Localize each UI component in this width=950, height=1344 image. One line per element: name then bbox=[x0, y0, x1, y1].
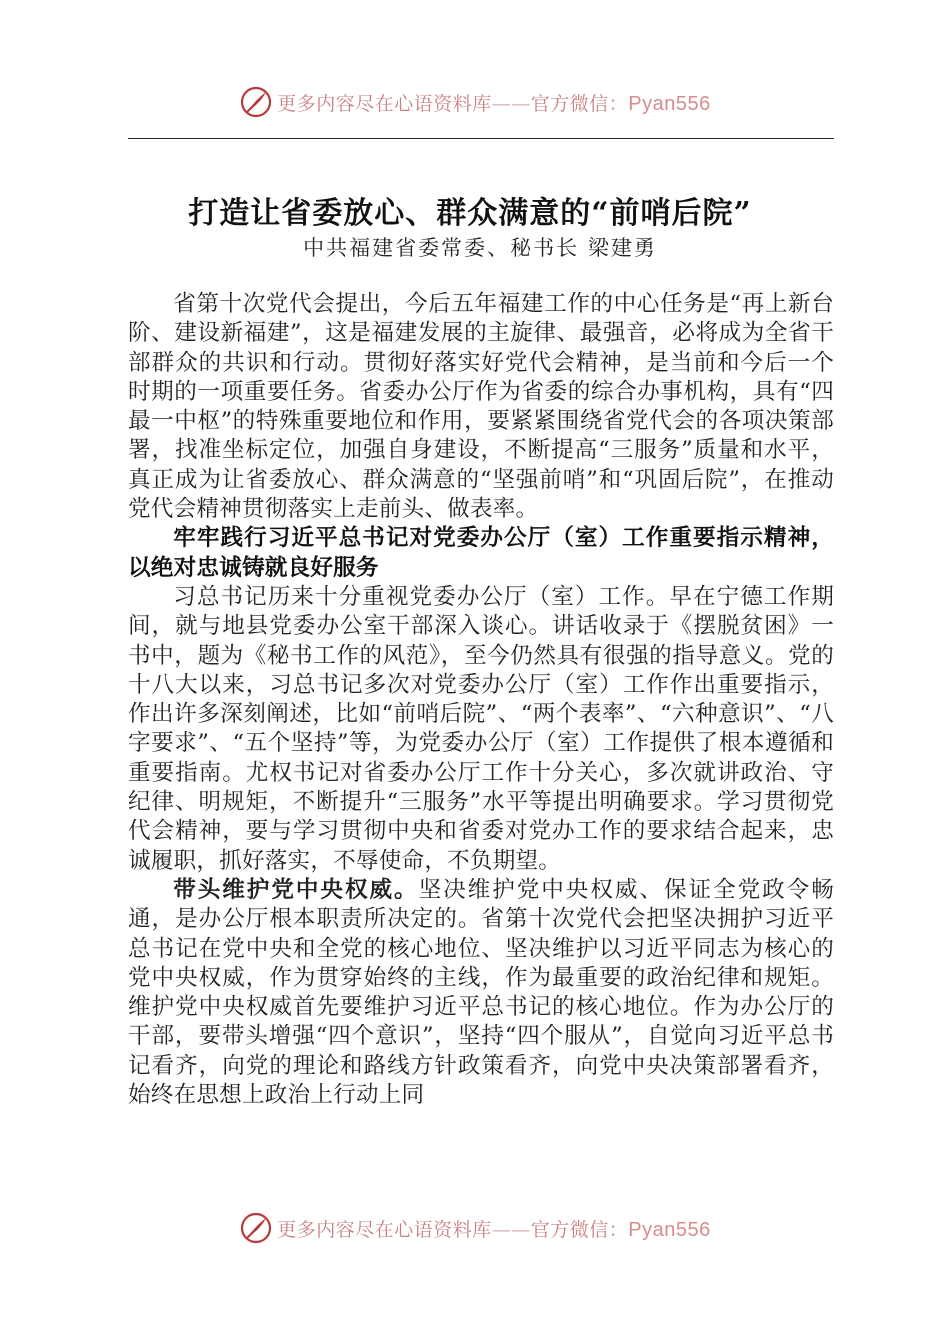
paragraph-3 bbox=[128, 876, 834, 1110]
header-banner-text bbox=[277, 89, 711, 116]
article-title: 打造让省委放心、群众满意的“前哨后院” bbox=[188, 196, 752, 231]
banner-suffix: 官方微信： bbox=[530, 1218, 629, 1241]
footer-banner-text bbox=[277, 1215, 711, 1242]
header-divider bbox=[128, 138, 834, 139]
footer-banner bbox=[0, 1208, 950, 1248]
banner-prefix: 更多内容尽在心语资料库 bbox=[277, 1218, 492, 1241]
banner-dash: —— bbox=[491, 1218, 531, 1241]
article-body bbox=[128, 290, 834, 1110]
footer-banner-inner bbox=[239, 1211, 711, 1245]
feather-pen-logo-icon bbox=[239, 85, 273, 119]
paragraph-3-lead: 带头维护党中央权威。 bbox=[173, 876, 419, 903]
banner-suffix: 官方微信： bbox=[530, 92, 629, 115]
banner-dash: —— bbox=[491, 92, 531, 115]
paragraph-intro: 省第十次党代会提出，今后五年福建工作的中心任务是“再上新台阶、建设新福建”，这是福建发展的主旋律、最强音，必将成为全省干部群众的共识和行动。贯彻好落实好党代会精神，是当前和今后一个时期的一项重要任务。省委办公厅作为省委的综合办事机构，具有“四最一中枢”的特殊重要地位和作用，要紧紧围绕省党代会的各项决策部署，找准坐标定位，加强自身建设，不断提高“三服务”质量和水平，真正成为让省委放心、群众满意的“坚强前哨”和“巩固后院”，在推动党代会精神贯彻落实上走前头、做表率。 bbox=[128, 291, 835, 523]
banner-wechat-id: Pyan556 bbox=[628, 1218, 711, 1241]
header-banner bbox=[0, 82, 950, 122]
feather-pen-logo-icon bbox=[239, 1211, 273, 1245]
paragraph-2: 习总书记历来十分重视党委办公厅（室）工作。早在宁德工作期间，就与地县党委办公室干部深入谈心。讲话收录于《摆脱贫困》一书中，题为《秘书工作的风范》，至今仍然具有很强的指导意义。党的十八大以来，习总书记多次对党委办公厅（室）工作作出重要指示，作出许多深刻阐述，比如“前哨后院”、“两个表率”、“六种意识”、“八字要求”、“五个坚持”等，为党委办公厅（室）工作提供了根本遵循和重要指南。尤权书记对省委办公厅工作十分关心，多次就讲政治、守纪律、明规矩，不断提升“三服务”水平等提出明确要求。学习贯彻党代会精神，要与学习贯彻中央和省委对党办工作的要求结合起来，忠诚履职，抓好落实，不辱使命，不负期望。 bbox=[128, 583, 834, 874]
banner-prefix: 更多内容尽在心语资料库 bbox=[277, 92, 492, 115]
section-heading: 牢牢践行习近平总书记对党委办公厅（室）工作重要指示精神，以绝对忠诚铸就良好服务 bbox=[128, 525, 834, 581]
article-byline: 中共福建省委常委、秘书长 梁建勇 bbox=[303, 236, 657, 260]
paragraph-3-text: 坚决维护党中央权威、保证全党政令畅通，是办公厅根本职责所决定的。省第十次党代会把坚决拥护习近平总书记在党中央和全党的核心地位、坚决维护以习近平同志为核心的党中央权威，作为贯穿始终的主线，作为最重要的政治纪律和规矩。维护党中央权威首先要维护习近平总书记的核心地位。作为办公厅的干部，要带头增强“四个意识”，坚持“四个服从”，自觉向习近平总书记看齐，向党的理论和路线方针政策看齐，向党中央决策部署看齐，始终在思想上政治上行动上同 bbox=[128, 876, 834, 1109]
header-banner-inner bbox=[239, 85, 711, 119]
banner-wechat-id: Pyan556 bbox=[628, 92, 711, 115]
